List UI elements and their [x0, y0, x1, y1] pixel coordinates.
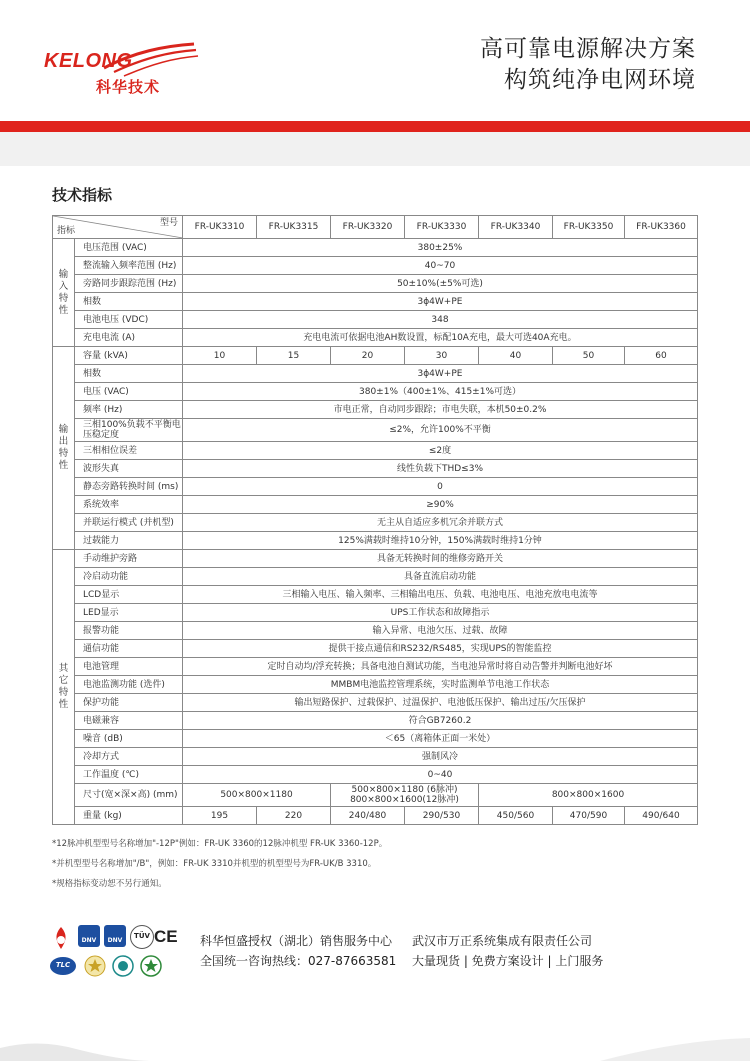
weight-cell: 490/640: [625, 807, 698, 825]
row-value: 380±1%（400±1%、415±1%可选）: [183, 383, 698, 401]
table-row: [53, 293, 698, 311]
table-row: [53, 622, 698, 640]
ce-mark-icon: CE: [154, 927, 178, 946]
footer-left: [200, 931, 396, 971]
row-label: 电池管理: [75, 658, 183, 676]
table-row: [53, 275, 698, 293]
table-row: [53, 658, 698, 676]
header-red-bar: [0, 121, 750, 132]
row-value: 输出短路保护、过载保护、过温保护、电池低压保护、输出过压/欠压保护: [183, 694, 698, 712]
dnv-label: DNV: [107, 937, 123, 944]
header-index-label: 指标: [57, 226, 76, 236]
dnv-cert-icon: [78, 925, 100, 947]
table-row: [53, 694, 698, 712]
table-row: [53, 568, 698, 586]
note-item: *并机型型号名称增加"/B"，例如：FR-UK 3310并机型的机型型号为FR-UK/B 3310。: [52, 859, 377, 869]
row-label: 整流输入频率范围 (Hz): [75, 257, 183, 275]
row-label: 通信功能: [75, 640, 183, 658]
row-label: 电压 (VAC): [75, 383, 183, 401]
flame-award-icon: [50, 925, 72, 951]
capacity-cell: 10: [183, 347, 257, 365]
group-label-other: 其 它 特 性: [53, 550, 75, 825]
logo-text: KELONG: [44, 50, 133, 72]
model-cell: FR-UK3340: [479, 216, 553, 239]
row-label: 频率 (Hz): [75, 401, 183, 419]
row-value: 无主从自适应多机冗余并联方式: [183, 514, 698, 532]
service-info: 大量现货 | 免费方案设计 | 上门服务: [412, 954, 604, 968]
table-row-weight: [53, 807, 698, 825]
table-row: [53, 766, 698, 784]
row-label: 三相相位误差: [75, 442, 183, 460]
table-row: [53, 311, 698, 329]
row-label: 充电电流 (A): [75, 329, 183, 347]
row-value: 0: [183, 478, 698, 496]
row-value: ≥90%: [183, 496, 698, 514]
table-header-row: [53, 216, 698, 239]
row-label: 尺寸(宽×深×高) (mm): [75, 784, 183, 807]
weight-cell: 470/590: [553, 807, 625, 825]
capacity-cell: 40: [479, 347, 553, 365]
size-line: 800×800×1600(12脉冲): [350, 795, 459, 805]
row-label: 冷启动功能: [75, 568, 183, 586]
row-value: 380±25%: [183, 239, 698, 257]
row-label: 噪音 (dB): [75, 730, 183, 748]
footer-right: [412, 931, 603, 971]
table-row: [53, 640, 698, 658]
model-cell: FR-UK3320: [331, 216, 405, 239]
capacity-cell: 15: [257, 347, 331, 365]
kelong-logo: [44, 40, 204, 100]
note-item: *12脉冲机型型号名称增加"-12P"例如：FR-UK 3360的12脉冲机型 FR-UK 3360-12P。: [52, 839, 388, 849]
row-value: 50±10%(±5%可选): [183, 275, 698, 293]
hotline: 全国统一咨询热线：027-87663581: [200, 954, 397, 968]
row-value: ≤2%，允许100%不平衡: [183, 419, 698, 442]
table-row: [53, 347, 698, 365]
row-label: 电池监测功能 (选件): [75, 676, 183, 694]
weight-cell: 220: [257, 807, 331, 825]
table-row: [53, 329, 698, 347]
row-value: ＜65（离箱体正面一米处）: [183, 730, 698, 748]
row-value: 输入异常、电池欠压、过载、故障: [183, 622, 698, 640]
section-title: 技术指标: [52, 186, 113, 204]
table-row: [53, 365, 698, 383]
group-label-input: 输 入 特 性: [53, 239, 75, 347]
green-cert-icon: [140, 955, 162, 977]
row-label: 静态旁路转换时间 (ms): [75, 478, 183, 496]
row-value: 3ϕ4W+PE: [183, 365, 698, 383]
table-row: [53, 550, 698, 568]
header-model-label: 型号: [159, 218, 178, 228]
row-value: 具备直流启动功能: [183, 568, 698, 586]
row-label: 系统效率: [75, 496, 183, 514]
table-row: [53, 478, 698, 496]
row-value: ≤2度: [183, 442, 698, 460]
table-row: [53, 401, 698, 419]
tuv-cert-icon: [130, 925, 154, 949]
table-row: [53, 383, 698, 401]
capacity-cell: 20: [331, 347, 405, 365]
note-item: *规格指标变动恕不另行通知。: [52, 879, 167, 889]
model-cell: FR-UK3360: [625, 216, 698, 239]
row-value: 348: [183, 311, 698, 329]
header-diagonal-cell: [53, 216, 183, 239]
row-label: 手动维护旁路: [75, 550, 183, 568]
row-label: 相数: [75, 293, 183, 311]
row-label: 冷却方式: [75, 748, 183, 766]
table-row: [53, 419, 698, 442]
row-value: 125%满载时维持10分钟，150%满载时维持1分钟: [183, 532, 698, 550]
company-name: 武汉市万正系统集成有限责任公司: [412, 934, 593, 948]
row-value: 3ϕ4W+PE: [183, 293, 698, 311]
model-cell: FR-UK3310: [183, 216, 257, 239]
table-row: [53, 676, 698, 694]
weight-cell: 290/530: [405, 807, 479, 825]
tlc-label: TLC: [55, 961, 71, 969]
row-value: 具备无转换时间的维修旁路开关: [183, 550, 698, 568]
tlc-cert-icon: [50, 957, 76, 975]
capacity-cell: 60: [625, 347, 698, 365]
row-value: 提供干接点通信和RS232/RS485，实现UPS的智能监控: [183, 640, 698, 658]
row-label: 电磁兼容: [75, 712, 183, 730]
capacity-cell: 30: [405, 347, 479, 365]
slogan-line-2: 构筑纯净电网环境: [504, 67, 696, 93]
capacity-cell: 50: [553, 347, 625, 365]
model-cell: FR-UK3315: [257, 216, 331, 239]
row-value: MMBM电池监控管理系统，实时监测单节电池工作状态: [183, 676, 698, 694]
row-label: 重量 (kg): [75, 807, 183, 825]
table-row: [53, 748, 698, 766]
row-value: 40~70: [183, 257, 698, 275]
size-cell: 800×800×1600: [479, 784, 698, 807]
row-value: 线性负载下THD≤3%: [183, 460, 698, 478]
table-row: [53, 712, 698, 730]
certification-logos: [50, 925, 180, 985]
footer-decoration-icon: [0, 1020, 750, 1061]
star-award-icon: [84, 955, 106, 977]
slogan: [480, 34, 696, 96]
table-row: [53, 604, 698, 622]
row-label: 电池电压 (VDC): [75, 311, 183, 329]
row-value: 0~40: [183, 766, 698, 784]
row-value: UPS工作状态和故障指示: [183, 604, 698, 622]
row-label: 相数: [75, 365, 183, 383]
row-label: 旁路同步跟踪范围 (Hz): [75, 275, 183, 293]
row-label: 容量 (kVA): [75, 347, 183, 365]
header-gray-strip: [0, 132, 750, 166]
table-row: [53, 257, 698, 275]
weight-cell: 450/560: [479, 807, 553, 825]
row-label: LED显示: [75, 604, 183, 622]
table-row: [53, 496, 698, 514]
table-row: [53, 730, 698, 748]
logo-chinese-text: 科华技术: [96, 78, 161, 96]
row-label: 过载能力: [75, 532, 183, 550]
dnv-cert-icon: [104, 925, 126, 947]
model-cell: FR-UK3350: [553, 216, 625, 239]
row-label: 三相100%负载不平衡电压稳定度: [75, 419, 183, 442]
slogan-line-1: 高可靠电源解决方案: [480, 36, 696, 62]
size-cell: 500×800×1180: [183, 784, 331, 807]
quality-seal-icon: [112, 955, 134, 977]
row-label: 波形失真: [75, 460, 183, 478]
table-row: [53, 239, 698, 257]
size-line: 500×800×1180 (6脉冲): [351, 785, 458, 795]
spec-table: [52, 215, 698, 825]
row-value: 三相输入电压、输入频率、三相输出电压、负载、电池电压、电池充放电电流等: [183, 586, 698, 604]
authorized-center: 科华恒盛授权（湖北）销售服务中心: [200, 934, 393, 948]
group-label-output: 输 出 特 性: [53, 347, 75, 550]
row-label: 工作温度 (℃): [75, 766, 183, 784]
row-value: 定时自动均/浮充转换；具备电池自测试功能，当电池异常时将自动告警并判断电池好坏: [183, 658, 698, 676]
size-cell-multi: [331, 784, 479, 807]
row-value: 市电正常，自动同步跟踪；市电失联，本机50±0.2%: [183, 401, 698, 419]
table-row-size: [53, 784, 698, 807]
model-cell: FR-UK3330: [405, 216, 479, 239]
row-value: 强制风冷: [183, 748, 698, 766]
table-row: [53, 586, 698, 604]
table-row: [53, 442, 698, 460]
table-row: [53, 514, 698, 532]
row-label: 保护功能: [75, 694, 183, 712]
row-label: 并联运行模式 (并机型): [75, 514, 183, 532]
notes: [52, 834, 387, 894]
row-label: 报警功能: [75, 622, 183, 640]
row-label: LCD显示: [75, 586, 183, 604]
table-row: [53, 532, 698, 550]
weight-cell: 195: [183, 807, 257, 825]
row-value: 符合GB7260.2: [183, 712, 698, 730]
row-label: 电压范围 (VAC): [75, 239, 183, 257]
row-value: 充电电流可依据电池AH数设置，标配10A充电，最大可选40A充电。: [183, 329, 698, 347]
weight-cell: 240/480: [331, 807, 405, 825]
dnv-label: DNV: [81, 937, 97, 944]
tuv-label: TÜV: [134, 932, 150, 940]
table-row: [53, 460, 698, 478]
